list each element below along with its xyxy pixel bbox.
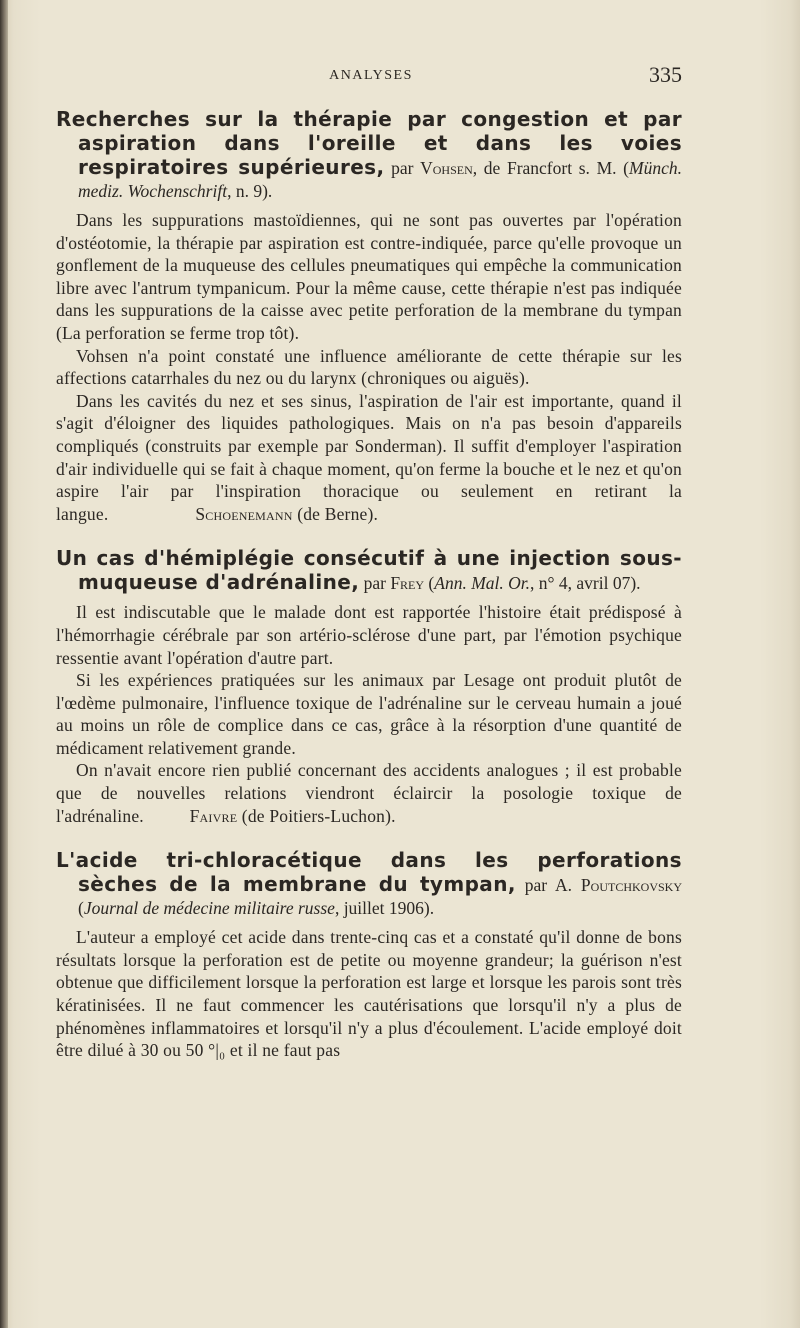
article-meta: , de Francfort s. M. ( [472, 158, 629, 178]
page-header [60, 62, 682, 92]
article-by: par A. [515, 875, 581, 896]
page-number: 335 [649, 62, 682, 87]
article-2 [56, 547, 682, 827]
article-title: Un cas d'hémiplégie consécutif à une injection sous-muqueuse d'adrénaline, [56, 546, 682, 595]
paragraph [56, 759, 682, 827]
signature-place: (de Poitiers-Luchon). [237, 805, 396, 826]
article-source: Journal de médecine militaire russe [83, 898, 335, 919]
article-heading [56, 849, 682, 920]
article-author: Frey [390, 573, 425, 594]
article-1 [56, 108, 682, 525]
article-3 [56, 849, 682, 1062]
signature-name: Faivre [189, 805, 238, 826]
article-meta-end: , n. 9). [227, 181, 273, 201]
article-meta-end: , n° 4, avril 07). [530, 573, 641, 594]
paragraph: Si les expériences pratiquées sur les animaux par Lesage ont produit plutôt de l'œdème pulmonaire, l'influence toxique de l'adrénaline sur le cerveau humain a joué au moins un rôle de complice dans ce cas, grâce à la résorption d'une quantité de médicament relativement grande. [56, 670, 682, 758]
running-head: ANALYSES [329, 68, 413, 83]
article-title: Recherches sur la thérapie par congestion et par aspiration dans l'oreille et dans les voies respiratoires supérieures, [56, 107, 682, 179]
paragraph: Vohsen n'a point constaté une influence améliorante de cette thérapie sur les affections catarrhales du nez ou du larynx (chroniques ou aiguës). [56, 345, 682, 389]
article-meta: ( [424, 573, 435, 594]
paragraph [56, 390, 682, 526]
article-meta: ( [78, 898, 84, 919]
article-author: Poutchkovsky [580, 875, 682, 896]
paragraph: Il est indiscutable que le malade dont est rapportée l'histoire était prédisposé à l'hémorrhagie cérébrale par son artério-sclérose d'une part, par l'émotion psychique ressentie avant l'opération d'autre part. [56, 602, 682, 668]
paragraph-text: On n'avait encore rien publié concernant des accidents analogues ; il est probable que de nouvelles relations viendront éclaircir la posologie toxique de l'adrénaline. [56, 760, 682, 826]
article-meta-end: , juillet 1906). [334, 898, 435, 919]
signature-place: (de Berne). [292, 503, 379, 524]
signature-name: Schoenemann [195, 503, 293, 524]
paragraph-text: Dans les cavités du nez et ses sinus, l'aspiration de l'air est importante, quand il s'agit d'éloigner des liquides pathologiques. Mais on n'a pas besoin d'appareils compliqués (construits par exemple par Sonderman). Il suffit d'employer l'aspiration d'air individuelle qui se fait à chaque moment, qu'on ferme la bouche et le nez et qu'on aspire l'air par l'inspiration thoracique ou seulement en retirant la langue. [56, 390, 682, 524]
article-heading [56, 547, 682, 595]
book-spine-edge [0, 0, 8, 1328]
article-by: par [384, 158, 421, 178]
article-author: Vohsen [420, 158, 473, 178]
page-body [56, 108, 682, 1084]
paragraph: Dans les suppurations mastoïdiennes, qui ne sont pas ouvertes par l'opération d'ostéotomie, la thérapie par aspiration est contre-indiquée, parce qu'elle provoque un gonflement de la muqueuse des cellules pneumatiques qui empêche la communication libre avec l'antrum tympanicum. Pour la même cause, cette thérapie n'est pas indiquée dans les suppurations de la caisse avec petite perforation de la membrane du tympan (La perforation se ferme trop tôt). [56, 210, 682, 343]
article-source: Münch. mediz. Wochenschrift [78, 158, 682, 201]
paragraph: L'auteur a employé cet acide dans trente-cinq cas et a constaté qu'il donne de bons résultats lorsque la perforation est de petite ou moyenne grandeur; la guérison n'est obtenue que difficilement lorsque la perforation est large et lorsque les parois sont très kératinisées. Il ne faut commencer les cautérisations que lorsqu'il n'y a plus de phénomènes inflammatoires et lorsqu'il n'y a plus d'écoulement. L'acide employé doit être dilué à 30 ou 50 °|₀ et il ne faut pas [56, 927, 682, 1061]
article-source: Ann. Mal. Or. [434, 573, 531, 594]
article-heading [56, 108, 682, 203]
article-by: par [359, 573, 391, 594]
article-title: L'acide tri-chloracétique dans les perforations sèches de la membrane du tympan, [56, 848, 682, 897]
